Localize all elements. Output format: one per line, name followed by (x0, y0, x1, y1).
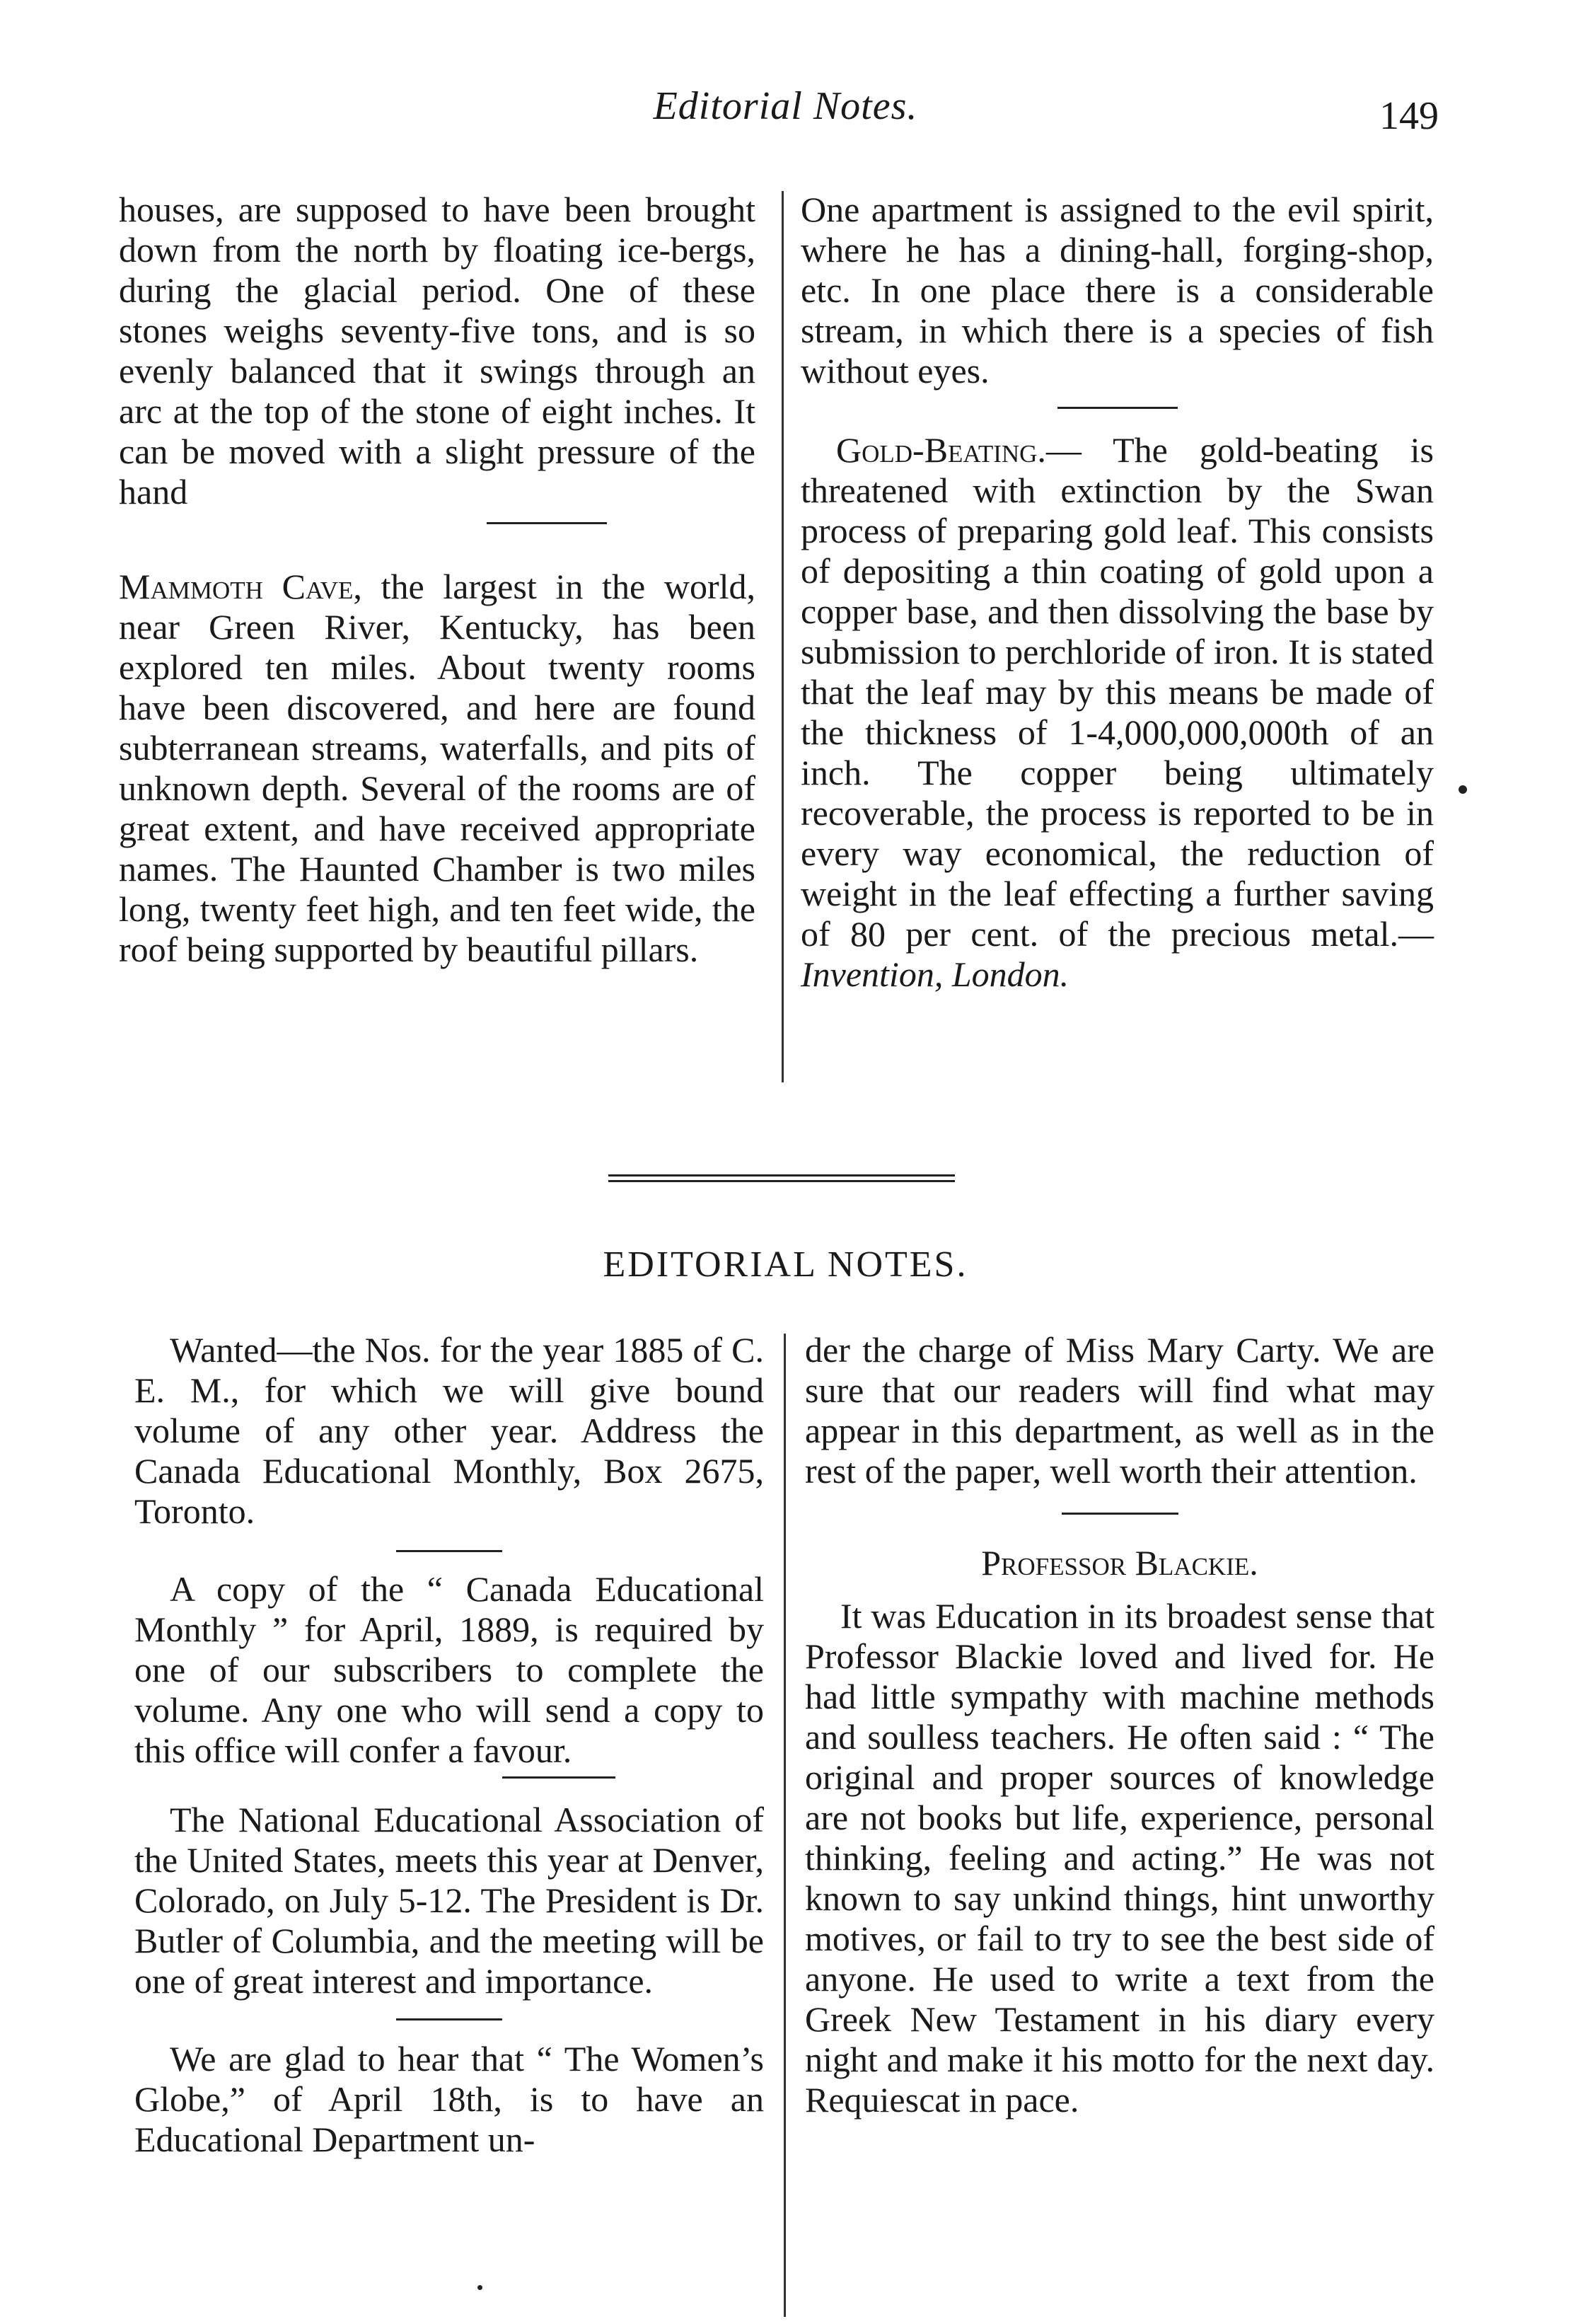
separator-rule (1062, 1513, 1178, 1515)
section-title: EDITORIAL NOTES. (603, 1244, 968, 1285)
copy-paragraph: A copy of the “ Canada Educational Monthly ” for April, 1889, is required by one of our subscribers to complete the volume. Any one who will send a copy to this office will confer a favour. (134, 1569, 764, 1770)
nea-paragraph: The National Educational Association of the United States, meets this year at Denver, Colorado, on July 5-12. The President is Dr. Butler of Columbia, and the meeting will be one of great interest and importance. (134, 1800, 764, 2001)
separator-rule (396, 2018, 502, 2021)
gold-beating-text: — The gold-beating is threatened with extinction by the Swan process of preparing gold leaf. This consists of depositing a thin coating of gold upon a copper base, and then dissolving the base by submission to perchloride of iron. It is stated that the leaf may by this means be made of the thickness of 1-4,000,000,000th of an inch. The copper being ultimately recoverable, the process is reported to be in every way economical, the reduction of weight in the leaf effecting a further saving of 80 per cent. of the precious metal.— (801, 430, 1434, 954)
column-divider-bottom (784, 1334, 786, 2317)
ink-speck (477, 2285, 482, 2290)
top-left-column (119, 190, 755, 970)
section-double-rule (608, 1180, 955, 1182)
gold-beating-paragraph (801, 430, 1434, 995)
top-right-column (801, 190, 1434, 995)
professor-blackie-heading: Professor Blackie. (981, 1543, 1258, 1583)
mammoth-cave-text: the largest in the world, near Green River, Kentucky, has been explored ten miles. About twenty rooms have been discovered, and here are found subterranean streams, waterfalls, and pits of unknown depth. Several of the rooms are of great extent, and have received appropriate names. The Haunted Chamber is two miles long, twenty feet high, and ten feet wide, the roof being supported by beautiful pillars. (119, 567, 755, 969)
ink-speck (1459, 785, 1467, 794)
gold-beating-source: Invention, London. (801, 954, 1069, 994)
bottom-right-column (805, 1330, 1434, 2120)
separator-rule (502, 1776, 615, 1779)
ice-bergs-paragraph: houses, are supposed to have been brought down from the north by floating ice-bergs, during the glacial period. One of these stones weighs seventy-five tons, and is so evenly balanced that it swings through an arc at the top of the stone of eight inches. It can be moved with a slight pressure of the hand (119, 190, 755, 511)
separator-rule (487, 522, 607, 524)
section-double-rule (608, 1174, 955, 1177)
page-number: 149 (1379, 94, 1439, 138)
mammoth-cave-heading: Mammoth Cave, (119, 567, 362, 606)
mammoth-cave-paragraph (119, 567, 755, 970)
separator-rule (396, 1550, 502, 1552)
professor-blackie-paragraph: It was Education in its broadest sense that Professor Blackie loved and lived for. He had little sympathy with machine methods and soulless teachers. He often said : “ The original and proper sources of knowledge are not books but life, experience, personal thinking, feeling and acting.” He was not known to say unkind things, hint unworthy motives, or fail to try to see the best side of anyone. He used to write a text from the Greek New Testament in his diary every night and make it his motto for the next day. Requiescat in pace. (805, 1596, 1434, 2120)
column-divider-top (782, 191, 784, 1082)
evil-spirit-paragraph: One apartment is assigned to the evil spirit, where he has a dining-hall, forging-shop, etc. In one place there is a considerable stream, in which there is a species of fish without eyes. (801, 190, 1434, 391)
separator-rule (1057, 407, 1178, 409)
running-header-title: Editorial Notes. (653, 84, 918, 128)
womens-globe-continuation: der the charge of Miss Mary Carty. We are sure that our readers will find what may appear in this department, as well as in the rest of the paper, well worth their attention. (805, 1330, 1434, 1491)
gold-beating-heading: Gold-Beating. (836, 430, 1046, 470)
bottom-left-column (134, 1330, 764, 2160)
womens-globe-paragraph: We are glad to hear that “ The Women’s Globe,” of April 18th, is to have an Educational Department un- (134, 2039, 764, 2159)
wanted-paragraph: Wanted—the Nos. for the year 1885 of C. E. M., for which we will give bound volume of any other year. Address the Canada Educational Monthly, Box 2675, Toronto. (134, 1330, 764, 1531)
